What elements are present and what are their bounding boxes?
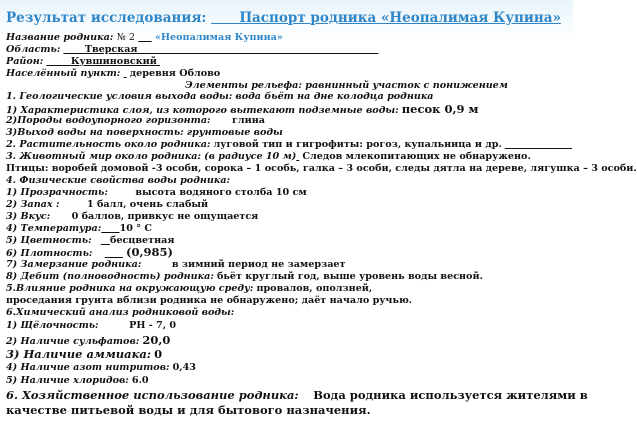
chloride-line: 5) Наличие хлоридов: 6.0 <box>6 375 149 386</box>
influence-line-2: проседания грунта вблизи родника не обнаружено; даёт начало ручью. <box>6 295 413 306</box>
debit-line: 8) Дебит (полноводность) родника: бьёт круглый год, выше уровень воды весной. <box>6 271 483 282</box>
geology-line: 1. Геологические условия выхода воды: вода бьёт на дне колодца родника <box>6 91 434 102</box>
freezing-line: 7) Замерзание родника: в зимний период не замерзает <box>6 259 346 270</box>
temperature-line: 4) Температура: 10 ° С <box>6 223 153 234</box>
birds-line: Птицы: воробей домовой -3 особи, сорока – 1 особь, галка – 3 особи, следы дятла на дереве, лягушка – 3 особи. <box>6 163 637 174</box>
smell-line: 2) Запах : 1 балл, очень слабый <box>6 199 209 210</box>
title-label: Результат исследования: <box>6 10 207 26</box>
animals-line: 3. Животный мир около родника: (в радиусе 10 м) Следов млекопитающих не обнаружено. <box>6 151 531 162</box>
aquiclude-line: 2)Породы водоупорного горизонта: глина <box>6 115 265 126</box>
plants-line: 2. Растительность около родника: луговой тип и гигрофиты: рогоз, купальница и др. <box>6 139 502 150</box>
water-outlet-line: 3)Выход воды на поверхность: грунтовые воды <box>6 127 283 138</box>
settlement-line: Населённый пункт: деревня Облово <box>6 68 221 79</box>
layer-line: 1) Характеристика слоя, из которого вытекают подземные воды: песок 0,9 м <box>6 102 479 116</box>
physical-props-header: 4. Физические свойства воды родника: <box>6 175 231 186</box>
usage-line-2: качестве питьевой воды и для бытового назначения. <box>6 403 371 417</box>
title-name: Паспорт родника «Неопалимая Купина» <box>239 10 561 26</box>
chem-header: 6.Химический анализ родниковой воды: <box>6 307 235 318</box>
sulfate-line: 2) Наличие сульфатов: 20,0 <box>6 333 171 347</box>
transparency-line: 1) Прозрачность: высота водяного столба 10 см <box>6 187 307 198</box>
color-line: 5) Цветность: бесцветная <box>6 235 175 246</box>
nitrite-line: 4) Наличие азот нитритов: 0,43 <box>6 362 196 373</box>
taste-line: 3) Вкус: 0 баллов, привкус не ощущается <box>6 211 259 222</box>
ammonia-line: 3) Наличие аммиака: 0 <box>6 347 163 361</box>
ph-line: 1) Щёлочность: PH - 7, 0 <box>6 320 177 331</box>
slide-title <box>6 10 561 26</box>
district-line: Район: Кувшиновский <box>6 56 157 67</box>
influence-line: 5.Влияние родника на окружающую среду: провалов, оползней, <box>6 283 373 294</box>
spring-name-line: Название родника: № 2 «Неопалимая Купина» <box>6 32 283 43</box>
region-line: Область: Тверская <box>6 44 138 55</box>
usage-line: 6. Хозяйственное использование родника: Вода родника используется жителями в <box>6 388 588 402</box>
density-line: 6) Плотность: (0,985) <box>6 245 173 259</box>
relief-line: Элементы рельефа: равнинный участок с понижением <box>185 80 508 91</box>
